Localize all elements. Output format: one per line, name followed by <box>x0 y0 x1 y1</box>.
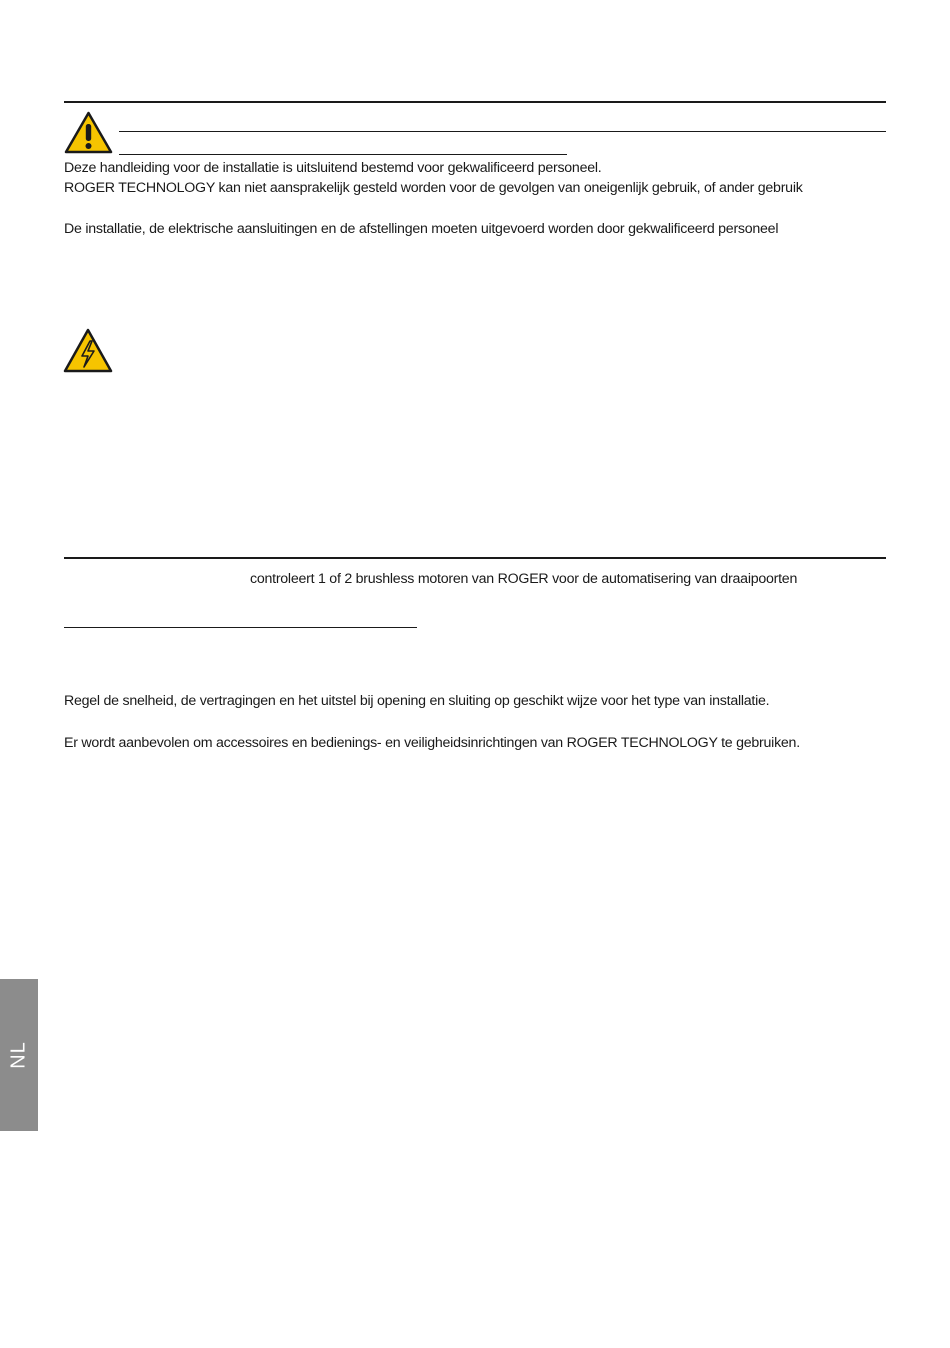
warning-heading-underline <box>119 154 567 155</box>
language-side-tab <box>0 979 38 1131</box>
warning-text-line-2: ROGER TECHNOLOGY kan niet aansprakelijk gesteld worden voor de gevolgen van oneigenlijk gebruik, of ander gebruik <box>64 180 803 196</box>
top-rule <box>64 101 886 103</box>
recommendation-line-1: Regel de snelheid, de vertragingen en het uitstel bij opening en sluiting op geschikt wijze voor het type van installatie. <box>64 693 770 709</box>
electrical-hazard-icon <box>63 328 113 373</box>
language-tab-label: NL <box>7 1041 30 1069</box>
warning-text-line-3: De installatie, de elektrische aansluitingen en de afstellingen moeten uitgevoerd worden door gekwalificeerd personeel <box>64 221 779 237</box>
warning-heading-rule <box>119 131 886 132</box>
product-section-rule <box>64 557 886 559</box>
product-description: controleert 1 of 2 brushless motoren van ROGER voor de automatisering van draaipoorten <box>250 571 798 587</box>
warning-text-line-1: Deze handleiding voor de installatie is uitsluitend bestemd voor gekwalificeerd personeel. <box>64 160 602 176</box>
warning-exclamation-icon <box>64 111 113 154</box>
recommendation-line-2: Er wordt aanbevolen om accessoires en bedienings- en veiligheidsinrichtingen van ROGER TECHNOLOGY te gebruiken. <box>64 735 800 751</box>
subsection-rule <box>64 627 417 628</box>
